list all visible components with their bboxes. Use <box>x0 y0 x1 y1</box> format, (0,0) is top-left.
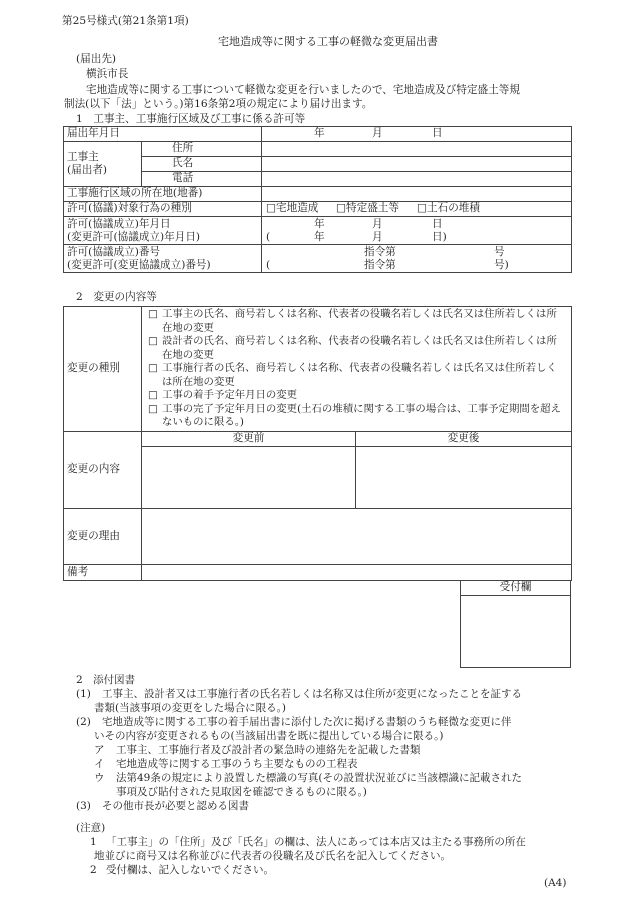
change-kind-designer[interactable] <box>144 335 567 362</box>
note-1-line-2: 地並びに商号又は名称並びに代表者の役職名及び氏名を記入してください。 <box>94 850 451 862</box>
before-header: 変更前 <box>142 431 356 446</box>
owner-label-line-1: 工事主 <box>67 151 99 164</box>
attachment-3-line-1: その他市長が必要と認める図書 <box>102 800 249 812</box>
attachment-2b-line-1: 宅地造成等に関する工事のうち主要なものの工程表 <box>116 758 358 770</box>
receipt-field <box>461 595 571 667</box>
change-content-label: 変更の内容 <box>64 431 142 508</box>
intro-line-1: 宅地造成等に関する工事について軽微な変更を行いましたので、宅地造成及び特定盛土等規 <box>86 84 520 96</box>
change-kind-owner[interactable] <box>144 308 567 335</box>
section1-table <box>63 126 572 273</box>
note-2 <box>90 863 274 877</box>
attachment-2c-line-1: 法第49条の規定により設置した標識の写真(その設置状況並びに当該標識に記載された <box>116 772 522 784</box>
form-number: 第25号様式(第21条第1項) <box>62 15 189 27</box>
changed-permit-number-suffix: 号) <box>494 259 509 271</box>
attachment-2a-line-1: 工事主、工事施行者及び設計者の緊急時の連絡先を記載した書類 <box>116 744 421 756</box>
changed-permit-date-open: ( <box>266 231 271 243</box>
change-kind-designer-text: 設計者の氏名、商号若しくは名称、代表者の役職名若しくは氏名又は住所若しくは所在地の変更 <box>162 335 557 361</box>
attachments-heading: 2 添付図書 <box>76 674 136 686</box>
change-kind-owner-text: 工事主の氏名、商号若しくは名称、代表者の役職名若しくは氏名又は住所若しくは所在地の変更 <box>162 308 557 334</box>
filing-date-month: 月 <box>372 127 383 139</box>
note-2-line-1: 受付欄は、記入しないでください。 <box>106 864 274 876</box>
intro-line-2: 制法(以下「法」という。)第16条第2項の規定により届け出ます。 <box>64 98 373 110</box>
changed-permit-number-prefix: 指令第 <box>364 259 396 271</box>
attachment-2c-no: ウ <box>94 772 105 784</box>
permit-date-year: 年 <box>314 218 325 230</box>
after-header: 変更後 <box>356 431 572 446</box>
owner-label <box>64 142 142 187</box>
attachment-1-no: (1) <box>76 688 91 700</box>
attachment-2c-line-2: 事項及び貼付された見取図を確認できるものに限る。) <box>116 786 367 798</box>
attachment-2-line-2: いその内容が変更されるもの(当該届出書を既に提出している場合に限る。) <box>94 730 444 742</box>
owner-phone-label: 電話 <box>142 172 262 187</box>
permit-date-label <box>64 217 262 245</box>
type-option-specified-fill[interactable]: □特定盛土等 <box>336 202 399 214</box>
owner-label-line-2: (届出者) <box>67 164 108 176</box>
owner-name-label: 氏名 <box>142 157 262 172</box>
permit-number-suffix: 号 <box>494 246 505 258</box>
section2-table <box>63 306 572 581</box>
attachment-1-line-1: 工事主、設計者又は工事施行者の氏名若しくは名称又は住所が変更になったことを証する <box>102 688 522 700</box>
permit-number-field[interactable] <box>262 245 572 273</box>
change-kind-completion-date-text: 工事の完了予定年月日の変更(土石の堆積に関する工事の場合は、工事予定期間を超えないものに限る。) <box>162 402 561 429</box>
addressee: 横浜市長 <box>86 68 129 80</box>
attachment-3-no: (3) <box>76 800 91 812</box>
attachment-1-line-2: 書類(当該事項の変更をした場合に限る。) <box>94 702 286 714</box>
changed-permit-date-day: 日) <box>432 231 447 243</box>
checkbox-icon: □ <box>148 389 158 402</box>
attachment-2a-no: ア <box>94 744 105 756</box>
change-kind-label: 変更の種別 <box>64 307 142 432</box>
checkbox-icon: □ <box>148 402 158 415</box>
owner-address-field[interactable] <box>262 142 572 157</box>
note-1 <box>90 835 526 849</box>
receipt-box <box>460 580 571 668</box>
note-1-line-1: 「工事主」の「住所」及び「氏名」の欄は、法人にあっては本店又は主たる事務所の所在 <box>106 836 526 848</box>
changed-permit-date-month: 月 <box>372 231 383 243</box>
filing-date-field[interactable] <box>262 127 572 142</box>
attachment-1 <box>76 687 522 701</box>
permit-date-field[interactable] <box>262 217 572 245</box>
filing-date-year: 年 <box>314 127 325 139</box>
change-kind-completion-date[interactable] <box>144 403 567 430</box>
attachment-3 <box>76 799 249 813</box>
permit-date-label-line-1: 許可(協議成立)年月日 <box>67 217 171 230</box>
attachment-2c <box>94 771 522 785</box>
change-reason-label: 変更の理由 <box>64 508 142 564</box>
change-kind-start-date-text: 工事の着手予定年月日の変更 <box>162 389 298 402</box>
permit-number-label <box>64 245 262 273</box>
type-option-land-development[interactable]: □宅地造成 <box>266 202 319 214</box>
permit-number-label-line-2: (変更許可(変更協議成立)番号) <box>67 258 211 271</box>
form-title: 宅地造成等に関する工事の軽微な変更届出書 <box>218 35 438 48</box>
change-kind-contractor[interactable] <box>144 362 567 389</box>
change-kind-contractor-text: 工事施行者の氏名、商号若しくは名称、代表者の役職名若しくは氏名又は住所若しくは所在地の変更 <box>162 362 557 388</box>
location-label: 工事施行区域の所在地(地番) <box>64 187 262 202</box>
attachment-2b <box>94 757 358 771</box>
attachment-2 <box>76 715 512 729</box>
owner-phone-field[interactable] <box>262 172 572 187</box>
change-kind-options <box>142 307 572 432</box>
paper-size: (A4) <box>544 877 567 889</box>
changed-permit-date-year: 年 <box>314 231 325 243</box>
permit-date-day: 日 <box>432 218 443 230</box>
type-option-soil-stockpile[interactable]: □土石の堆積 <box>417 202 480 214</box>
section2-heading: 2 変更の内容等 <box>76 291 157 303</box>
checkbox-icon: □ <box>148 308 158 320</box>
changed-permit-number-open: ( <box>266 259 271 271</box>
filing-date-day: 日 <box>432 127 443 139</box>
receipt-label: 受付欄 <box>461 580 571 595</box>
owner-address-label: 住所 <box>142 142 262 157</box>
attachment-2b-no: イ <box>94 758 105 770</box>
target-type-label: 許可(協議)対象行為の種別 <box>64 202 262 217</box>
owner-name-field[interactable] <box>262 157 572 172</box>
checkbox-icon: □ <box>148 362 158 375</box>
permit-date-label-line-2: (変更許可(協議成立)年月日) <box>67 230 201 243</box>
location-field[interactable] <box>262 187 572 202</box>
before-field[interactable] <box>142 446 356 508</box>
target-type-field <box>262 202 572 217</box>
filing-date-label: 届出年月日 <box>64 127 262 142</box>
permit-number-prefix: 指令第 <box>364 246 396 258</box>
remarks-field[interactable] <box>142 564 572 580</box>
permit-number-label-line-1: 許可(協議成立)番号 <box>67 245 161 258</box>
attachment-2a <box>94 743 421 757</box>
attachment-2-line-1: 宅地造成等に関する工事の着手届出書に添付した次に掲げる書類のうち軽微な変更に伴 <box>102 716 512 728</box>
permit-date-month: 月 <box>372 218 383 230</box>
section1-heading: 1 工事主、工事施行区域及び工事に係る許可等 <box>76 113 306 125</box>
addressee-label: (届出先) <box>76 53 117 65</box>
after-field[interactable] <box>356 446 572 508</box>
change-reason-field[interactable] <box>142 508 572 564</box>
note-2-no: 2 <box>90 864 97 876</box>
remarks-label: 備考 <box>64 564 142 580</box>
change-kind-start-date[interactable] <box>144 389 567 403</box>
checkbox-icon: □ <box>148 335 158 348</box>
note-1-no: 1 <box>90 836 97 848</box>
attachment-2-no: (2) <box>76 716 91 728</box>
notes-heading: (注意) <box>76 822 106 834</box>
